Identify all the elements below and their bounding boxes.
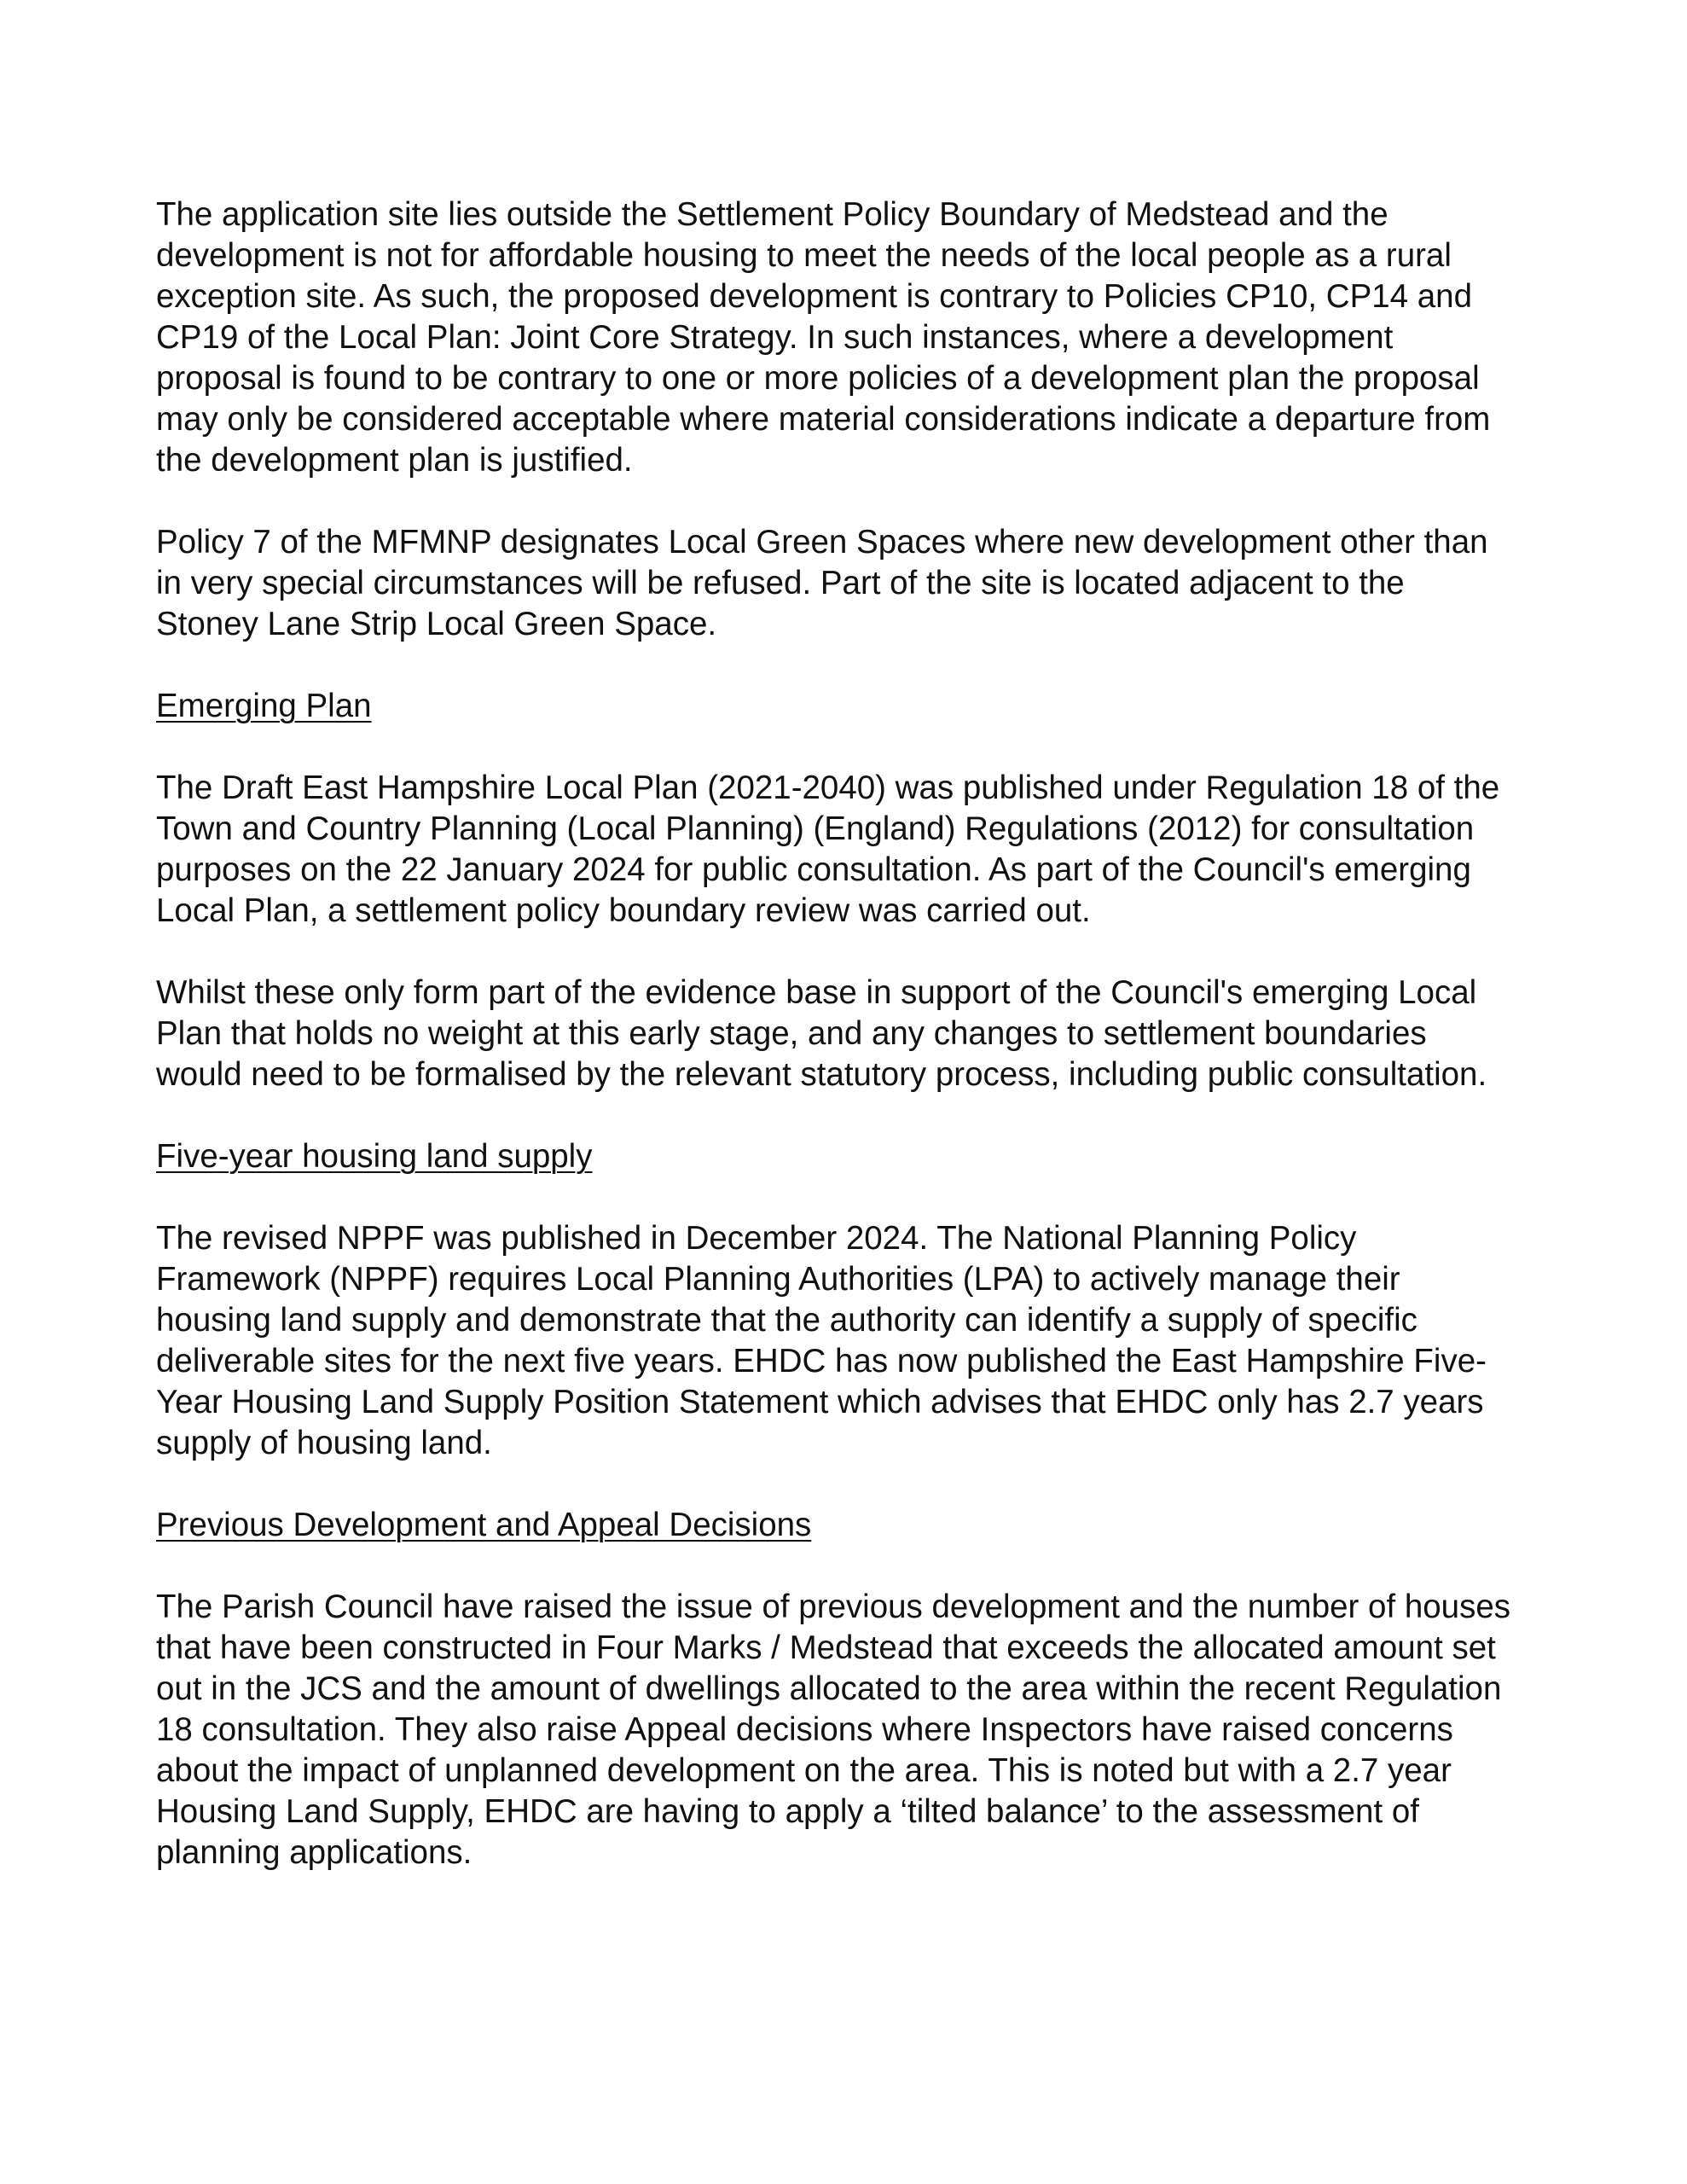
text-line: would need to be formalised by the relevant statutory process, including public consultation. [156, 1056, 1487, 1093]
text-line: The revised NPPF was published in December 2024. The National Planning Policy [156, 1220, 1357, 1257]
paragraph-evidence-base [156, 973, 1538, 1095]
text-line: out in the JCS and the amount of dwellings allocated to the area within the recent Regulation [156, 1670, 1502, 1707]
paragraph-draft-local-plan [156, 768, 1538, 932]
paragraph-local-green-space [156, 522, 1538, 645]
text-line: 18 consultation. They also raise Appeal decisions where Inspectors have raised concerns [156, 1711, 1453, 1748]
paragraph-parish-council [156, 1587, 1538, 1873]
text-line: proposal is found to be contrary to one or more policies of a development plan the proposal [156, 360, 1480, 397]
text-line: Whilst these only form part of the evidence base in support of the Council's emerging Local [156, 974, 1477, 1011]
section-heading: Previous Development and Appeal Decisions [156, 1507, 812, 1543]
text-line: about the impact of unplanned development on the area. This is noted but with a 2.7 year [156, 1752, 1452, 1789]
text-line: purposes on the 22 January 2024 for public consultation. As part of the Council's emerging [156, 851, 1471, 888]
text-line: Framework (NPPF) requires Local Planning Authorities (LPA) to actively manage their [156, 1261, 1400, 1298]
text-line: exception site. As such, the proposed development is contrary to Policies CP10, CP14 and [156, 278, 1473, 315]
text-line: Local Plan, a settlement policy boundary review was carried out. [156, 892, 1091, 929]
text-line: development is not for affordable housing to meet the needs of the local people as a rural [156, 237, 1452, 274]
text-line: in very special circumstances will be refused. Part of the site is located adjacent to the [156, 565, 1405, 601]
text-line: that have been constructed in Four Marks / Medstead that exceeds the allocated amount set [156, 1629, 1496, 1666]
text-line: The Parish Council have raised the issue of previous development and the number of houses [156, 1589, 1510, 1625]
text-line: CP19 of the Local Plan: Joint Core Strategy. In such instances, where a development [156, 319, 1394, 356]
heading-previous-development [156, 1505, 1538, 1546]
text-line: Plan that holds no weight at this early stage, and any changes to settlement boundaries [156, 1015, 1427, 1052]
text-line: The Draft East Hampshire Local Plan (2021-2040) was published under Regulation 18 of the [156, 770, 1500, 806]
text-line: may only be considered acceptable where material considerations indicate a departure from [156, 401, 1491, 438]
text-line: Housing Land Supply, EHDC are having to apply a ‘tilted balance’ to the assessment of [156, 1793, 1419, 1830]
text-line: planning applications. [156, 1834, 472, 1871]
text-line: Stoney Lane Strip Local Green Space. [156, 606, 717, 642]
text-line: housing land supply and demonstrate that the authority can identify a supply of specific [156, 1302, 1417, 1339]
text-line: The application site lies outside the Settlement Policy Boundary of Medstead and the [156, 196, 1388, 233]
paragraph-site-policy [156, 195, 1538, 481]
text-line: Year Housing Land Supply Position Statement which advises that EHDC only has 2.7 years [156, 1384, 1484, 1420]
text-line: Town and Country Planning (Local Planning) (England) Regulations (2012) for consultation [156, 810, 1475, 847]
text-line: supply of housing land. [156, 1425, 492, 1461]
document-body [156, 195, 1538, 1914]
heading-housing-land-supply [156, 1136, 1538, 1177]
section-heading: Five-year housing land supply [156, 1138, 593, 1175]
text-line: deliverable sites for the next five years. EHDC has now published the East Hampshire Five- [156, 1343, 1487, 1380]
section-heading: Emerging Plan [156, 688, 372, 724]
text-line: Policy 7 of the MFMNP designates Local Green Spaces where new development other than [156, 524, 1488, 561]
text-line: the development plan is justified. [156, 442, 633, 479]
heading-emerging-plan [156, 686, 1538, 727]
paragraph-nppf [156, 1218, 1538, 1464]
